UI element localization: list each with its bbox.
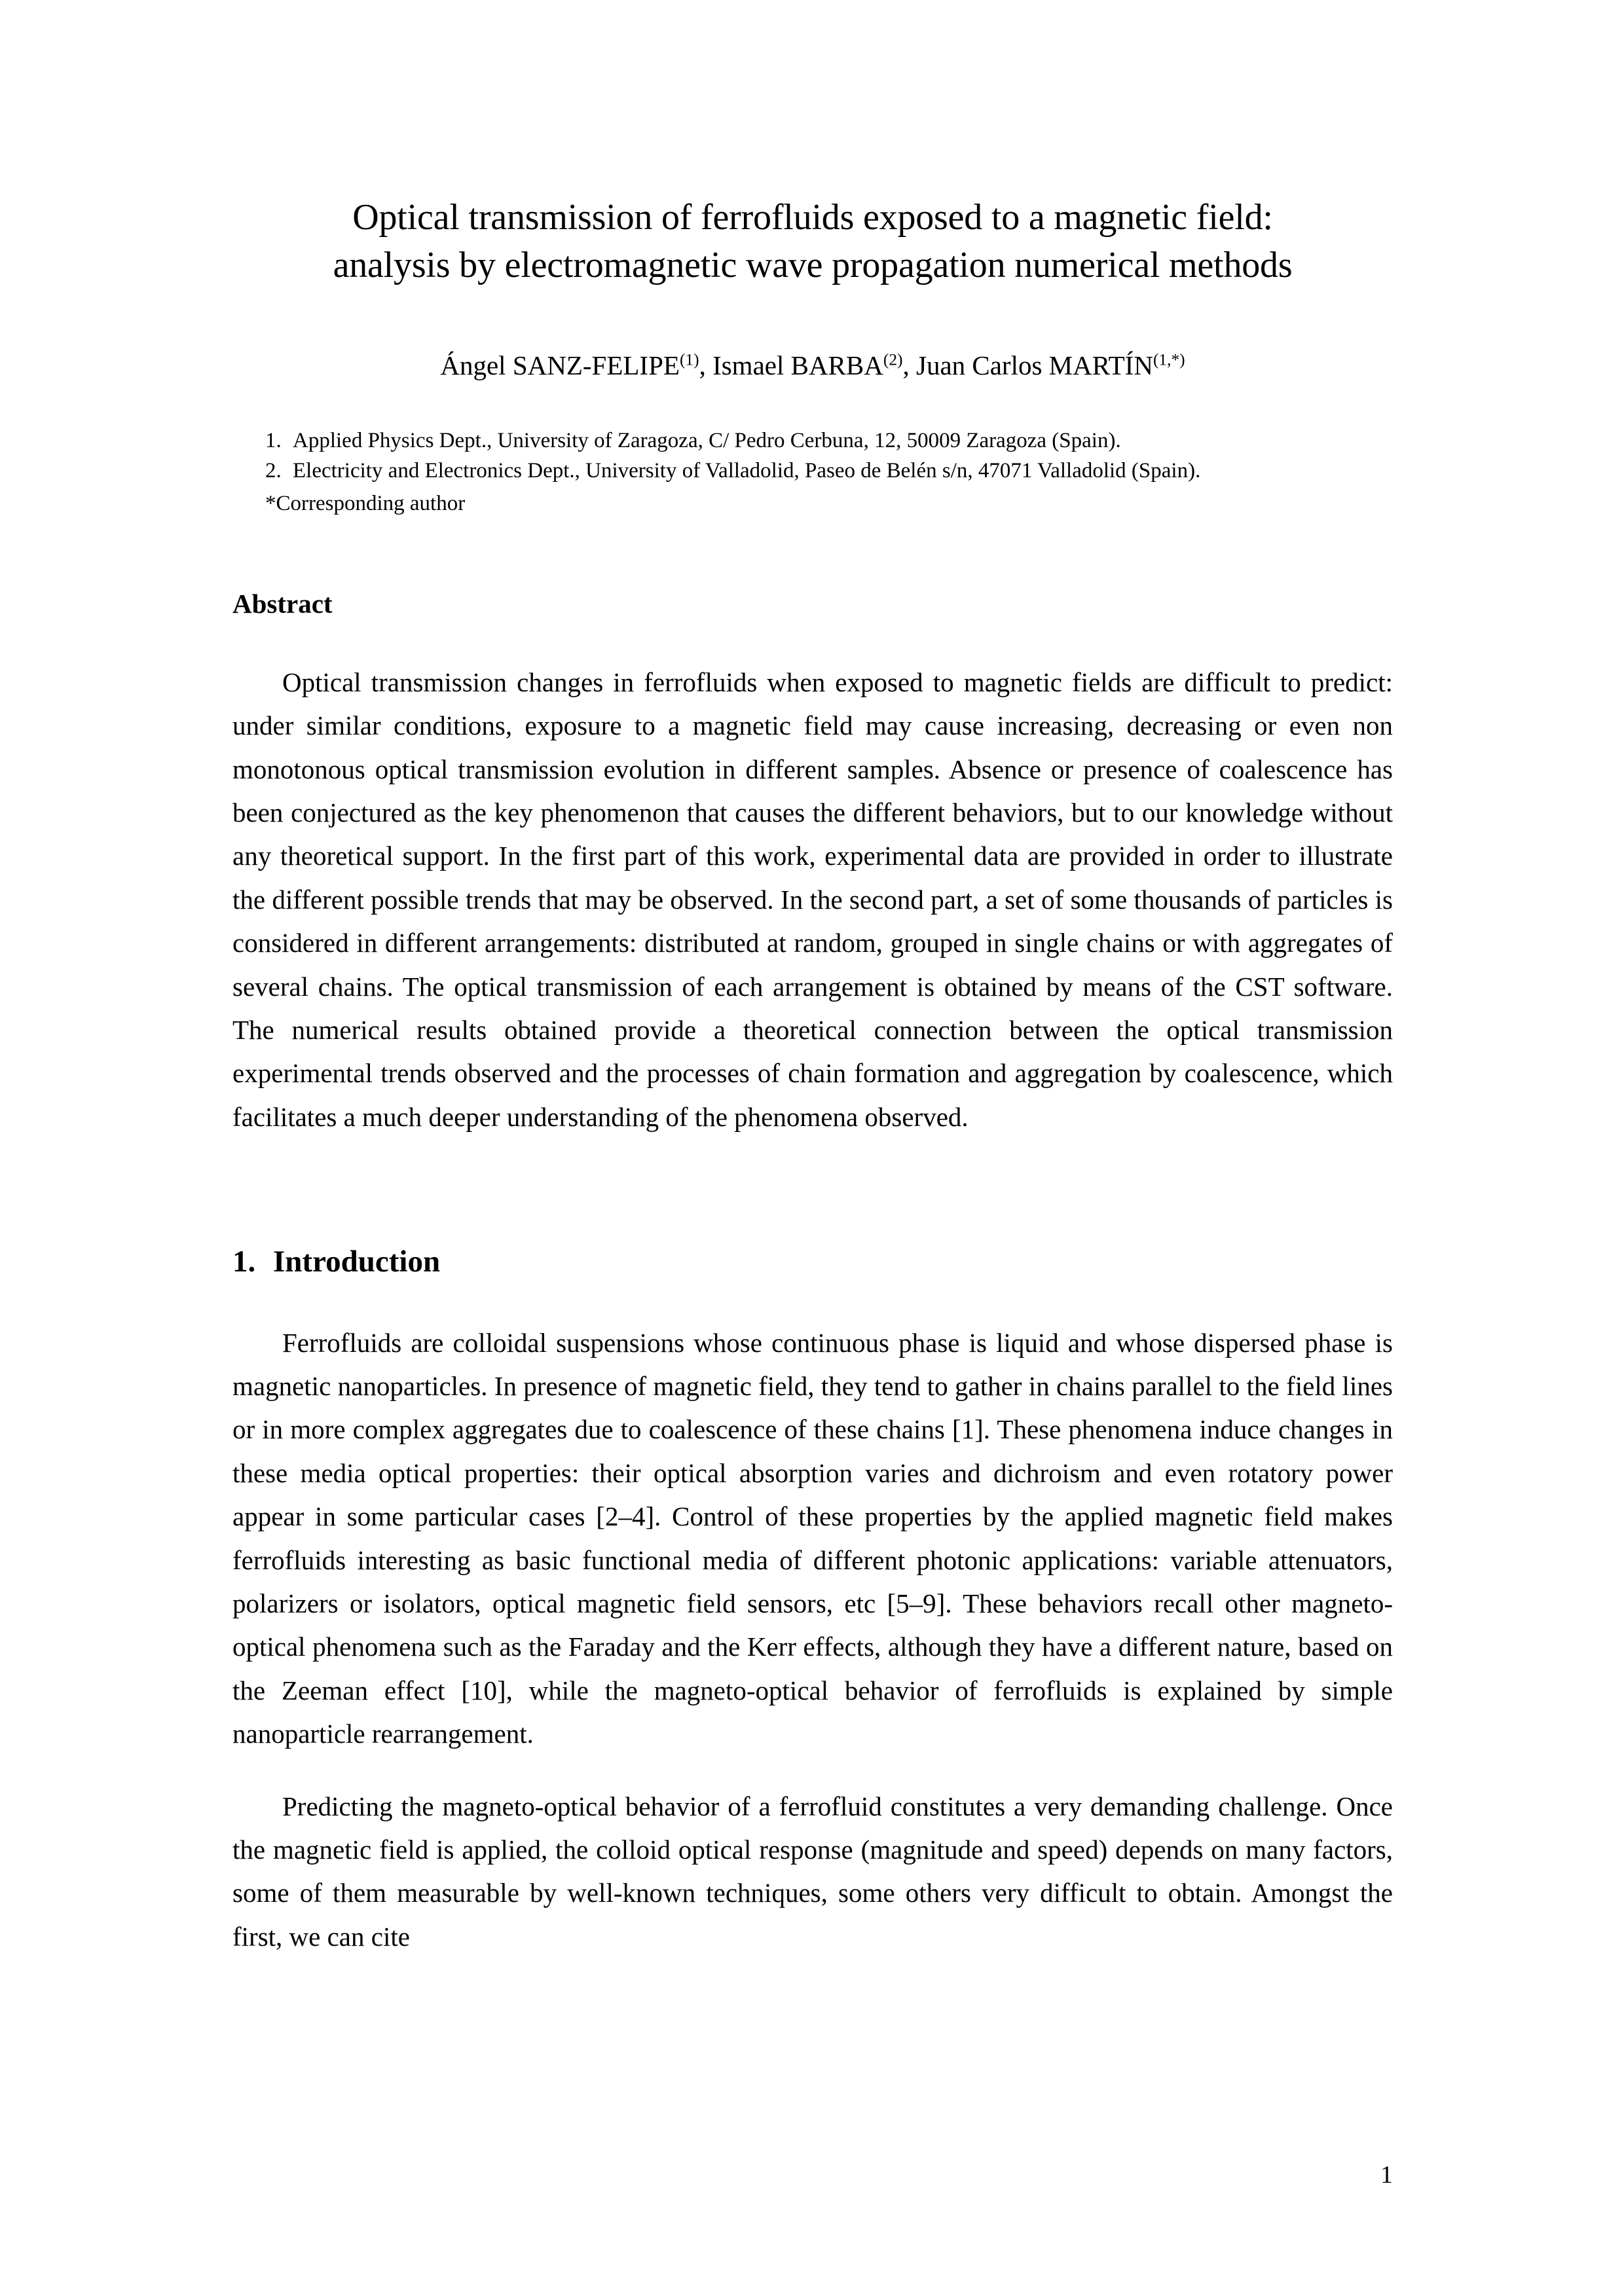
page-number: 1 [1380, 2161, 1393, 2189]
affiliation-text-2: Electricity and Electronics Dept., University of Valladolid, Paseo de Belén s/n, 47071 Valladolid (Spain). [293, 459, 1201, 483]
section-title: Introduction [273, 1245, 441, 1279]
affiliation-item-1 [265, 426, 1393, 455]
affiliation-number-2: 2. [265, 459, 282, 483]
abstract-body: Optical transmission changes in ferrofluids when exposed to magnetic fields are difficult to predict: under similar conditions, exposure to a magnetic field may cause increasing, decreasing or even non monotonous optical transmission evolution in different samples. Absence or presence of coalescence has been conjectured as the key phenomenon that causes the different behaviors, but to our knowledge without any theoretical support. In the first part of this work, experimental data are provided in order to illustrate the different possible trends that may be observed. In the second part, a set of some thousands of particles is considered in different arrangements: distributed at random, grouped in single chains or with aggregates of several chains. The optical transmission of each arrangement is obtained by means of the CST software. The numerical results obtained provide a theoretical connection between the optical transmission experimental trends observed and the processes of chain formation and aggregation by coalescence, which facilitates a much deeper understanding of the phenomena observed. [232, 666, 1393, 1132]
page-content [232, 0, 1393, 1958]
author-list [232, 348, 1393, 383]
title-line-1: Optical transmission of ferrofluids exposed to a magnetic field: [352, 197, 1273, 238]
section-number: 1. [232, 1245, 256, 1279]
author-affiliation-marker-1: (1) [679, 350, 699, 369]
affiliation-text-1: Applied Physics Dept., University of Zaragoza, C/ Pedro Cerbuna, 12, 50009 Zaragoza (Spain). [293, 428, 1121, 452]
author-affiliation-marker-2: (2) [883, 350, 903, 369]
author-separator-2: , [902, 350, 916, 380]
section-heading-introduction [232, 1243, 1393, 1280]
author-affiliation-marker-3: (1,*) [1153, 350, 1185, 369]
author-separator-1: , [699, 350, 713, 380]
introduction-paragraph-2: Predicting the magneto-optical behavior of a ferrofluid constitutes a very demanding challenge. Once the magnetic field is applied, the colloid optical response (magnitude and speed) depends on many factors, some of them measurable by well-known techniques, some others very difficult to obtain. Amongst the first, we can cite [232, 1791, 1393, 1952]
author-name-2: Ismael BARBA [712, 350, 883, 380]
introduction-paragraph-1: Ferrofluids are colloidal suspensions whose continuous phase is liquid and whose dispersed phase is magnetic nanoparticles. In presence of magnetic field, they tend to gather in chains parallel to the field lines or in more complex aggregates due to coalescence of these chains [1]. These phenomena induce changes in these media optical properties: their optical absorption varies and dichroism and even rotatory power appear in some particular cases [2–4]. Control of these properties by the applied magnetic field makes ferrofluids interesting as basic functional media of different photonic applications: variable attenuators, polarizers or isolators, optical magnetic field sensors, etc [5–9]. These behaviors recall other magneto-optical phenomena such as the Faraday and the Kerr effects, although they have a different nature, based on the Zeeman effect [10], while the magneto-optical behavior of ferrofluids is explained by simple nanoparticle rearrangement. [232, 1327, 1393, 1749]
affiliation-list [232, 426, 1393, 519]
paper-title [232, 194, 1393, 289]
abstract-heading: Abstract [232, 588, 333, 619]
author-name-1: Ángel SANZ-FELIPE [440, 350, 680, 380]
title-line-2: analysis by electromagnetic wave propagation numerical methods [333, 244, 1293, 285]
author-name-3: Juan Carlos MARTÍN [915, 350, 1153, 380]
affiliation-number-1: 1. [265, 428, 282, 452]
corresponding-author-note: *Corresponding author [265, 492, 466, 516]
affiliation-item-2 [265, 456, 1393, 485]
